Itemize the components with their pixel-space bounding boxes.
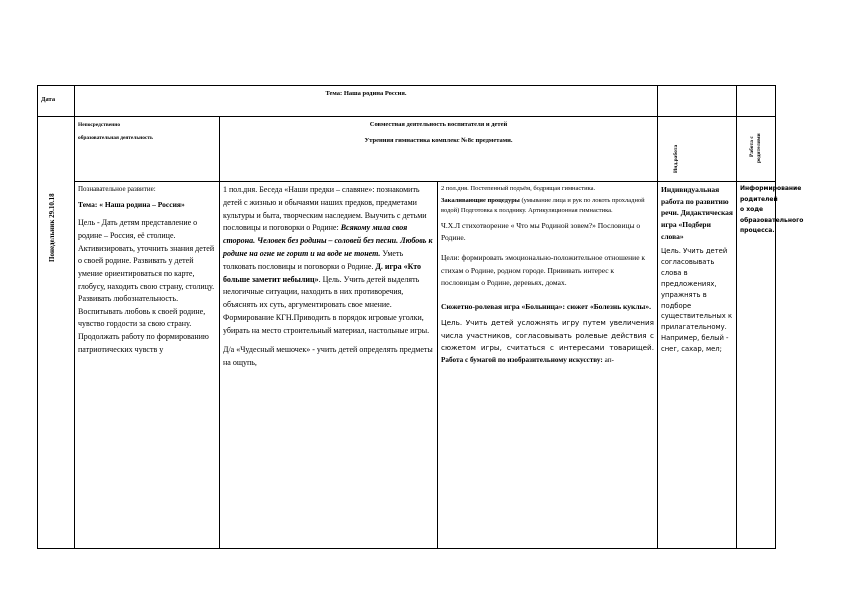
first-half-intro: 1 пол.дня. Беседа «Наши предки – славяне»: познакомить детей с жизнью и обычаями наших предков, предметами культуры и быта, творческим наследием. Выучить с детьми пословицы и поговорки о Родине: — [223, 185, 427, 233]
second-half-p2-bold: Закаливающие процедуры — [441, 197, 520, 205]
cognitive-topic: Тема: « Наша родина – Россия» — [78, 200, 185, 210]
parents-header-line-2: родителями — [756, 133, 762, 163]
second-half-p1: 2 пол.дня. Постепенный подъём, бодрящая гимнастика. — [441, 185, 596, 192]
second-half-p6-end: ап- — [602, 356, 614, 364]
header-row — [38, 86, 776, 117]
first-half-game-label: Д. игра «Кто больше заметит небылиц» — [223, 261, 422, 284]
second-half-p2-rest: (умывание лица и рук по локоть прохладной водой) Подготовка к полднику. Артикуляционная гимнастика. — [441, 197, 645, 215]
parents-header-line-1: Работа с — [749, 136, 755, 157]
parents-work-text: Информирование родителей о ходе образовательного процесса. — [740, 185, 804, 234]
second-half-p5: Сюжетно-ролевая игра «Больница»: сюжет «Болезнь куклы». — [441, 301, 652, 311]
second-half-p2 — [441, 196, 654, 216]
subheader-row — [38, 117, 776, 182]
individual-work-header: Инд.работа — [673, 144, 679, 173]
individual-work-title: Индивидуальная работа по развитию речи. Дидактическая игра «Подбери слова» — [661, 185, 733, 241]
cognitive-text: Цель - Дать детям представление о родине – Россия, её столице. Активизировать, уточнить знания детей о своей родине. Развивать у детей умение ориентироваться по карте, глобусу, находить свою страну, столицу. Развивать любознательность. Воспитывать любовь к своей родине, чувство гордости за свою страну. Продолжать работу по формированию патриотических чувств у — [78, 218, 215, 354]
joint-activity-line: Совместная деятельность воспитателя и детей — [369, 121, 508, 128]
empty-header-cell-2 — [737, 86, 776, 117]
gymnastics-line: Утренняя гимнастика комплекс №8с предметами. — [364, 137, 513, 145]
joint-activity-header-cell — [220, 117, 658, 182]
second-half-p6-bold: Работа с бумагой по изобразительному искусству: — [441, 356, 603, 364]
second-half-p3: Ч.Х.Л стихотворение « Что мы Родиной зовем?» Пословицы о Родине. — [441, 221, 641, 243]
cognitive-area: Познавательное развитие: — [78, 185, 156, 193]
empty-header-cell — [658, 86, 737, 117]
nod-label-2: образовательная деятельность — [78, 134, 153, 141]
second-half-p6 — [441, 317, 654, 367]
first-half-bag-game: Д/а «Чудесный мешочек» - учить детей определять предметы на ощупь, — [223, 344, 433, 367]
day-date-cell — [38, 117, 75, 549]
individual-work-cell — [658, 182, 737, 549]
weekly-plan-table — [37, 85, 804, 549]
first-half-proverb: Всякому мила своя сторона. Человек без родины – соловей без песни. Любовь к родине на огне не горит и на воде не тонет. — [223, 223, 433, 258]
second-half-p6-text: Цель. Учить детей усложнять игру путем увеличения числа участников, согласовывать ролевые действия с сюжетом игры, считаться с интересами товарищей. — [441, 318, 654, 353]
parents-header-cell — [737, 117, 776, 182]
first-half-after-proverb: Уметь толковать пословицы и поговорки о Родине. — [223, 248, 404, 271]
date-header: Дата — [41, 96, 56, 103]
second-half-cell — [438, 182, 658, 549]
nod-header-cell — [75, 117, 220, 182]
date-header-cell — [38, 86, 75, 117]
first-half-cell — [220, 182, 438, 549]
topic-header-cell — [75, 86, 658, 117]
topic-title: Тема: Наша родина Россия. — [325, 90, 407, 97]
first-half-after-game: . Цель. Учить детей выделять нелогичные ситуации, находить в них противоречия, объяснять их суть, аргументировать свое мнение. Формирование КГН.Приводить в порядок игровые уголки, убирать на место строительный материал, настольные игры. — [223, 274, 430, 335]
content-row — [38, 182, 776, 549]
parents-work-cell — [737, 182, 804, 549]
first-half-text — [223, 184, 434, 338]
individual-work-text: Цель. Учить детей согласовывать слова в предложениях, упражнять в подборе существительных к прилагательному. Например, белый - снег, сахар, мел; — [661, 247, 733, 353]
second-half-p4: Цели: формировать эмоционально-положительное отношение к стихам о Родине, родном городе. Прививать интерес к пословицам о Родине, деревьях, домах. — [441, 253, 646, 287]
cognitive-cell — [75, 182, 220, 549]
nod-label-1: Непосредственно — [78, 122, 121, 128]
day-date: Понедельник 29.10.18 — [48, 193, 56, 262]
individual-work-header-cell — [658, 117, 737, 182]
